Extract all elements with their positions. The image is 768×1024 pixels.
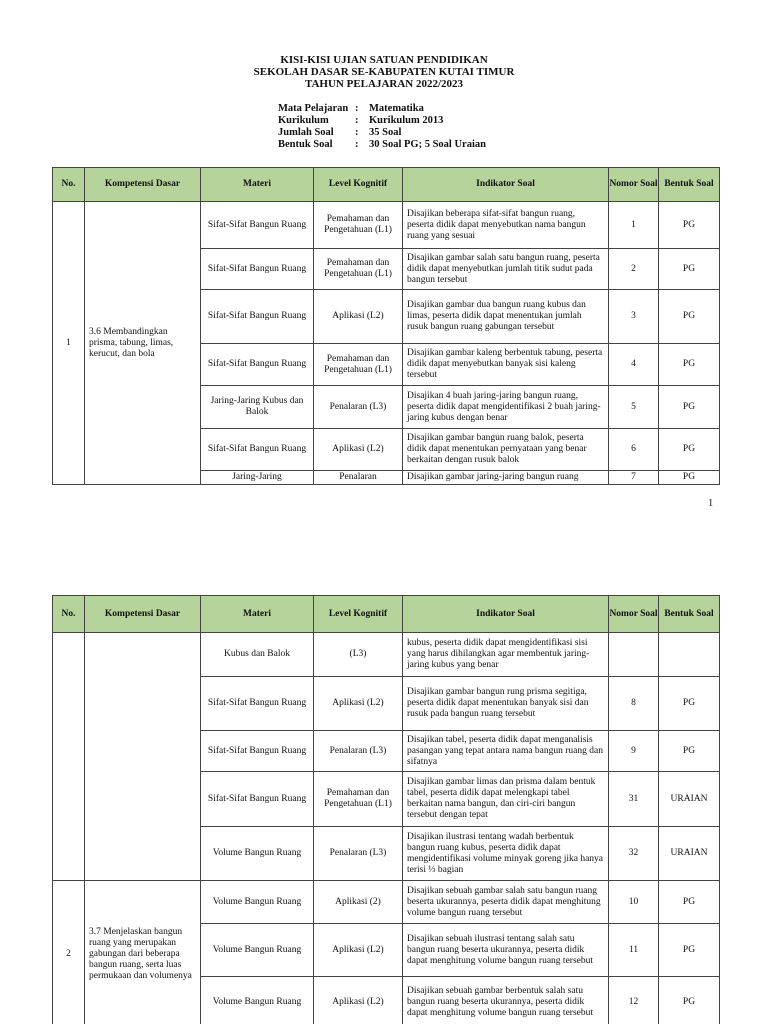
- nomor-cell: 2: [609, 249, 659, 290]
- col-materi: Materi: [201, 596, 314, 633]
- meta-label: Kurikulum: [278, 115, 329, 126]
- table-row: [53, 202, 720, 249]
- bentuk-cell: PG: [659, 290, 720, 344]
- doc-title-line-3: TAHUN PELAJARAN 2022/2023: [304, 78, 464, 90]
- meta-row-bentuk: Bentuk Soal : 30 Soal PG; 5 Soal Uraian: [278, 139, 486, 150]
- level-cell: Pemahaman dan Pengetahuan (L1): [314, 772, 403, 827]
- nomor-cell: 10: [609, 881, 659, 924]
- kd-number: 1: [53, 202, 85, 485]
- materi-cell: Sifat-Sifat Bangun Ruang: [201, 249, 314, 290]
- nomor-cell: 4: [609, 344, 659, 386]
- level-cell: (L3): [314, 633, 403, 677]
- meta-value: 35 Soal: [369, 127, 402, 138]
- table-row: [53, 881, 720, 924]
- col-nomor: Nomor Soal: [609, 168, 659, 202]
- materi-cell: Volume Bangun Ruang: [201, 977, 314, 1024]
- bentuk-cell: [659, 633, 720, 677]
- indikator-cell: Disajikan gambar jaring-jaring bangun ruang: [403, 471, 609, 485]
- level-cell: Penalaran (L3): [314, 731, 403, 772]
- bentuk-cell: PG: [659, 977, 720, 1024]
- meta-info: [278, 103, 486, 151]
- nomor-cell: 31: [609, 772, 659, 827]
- doc-title-line-1: KISI-KISI UJIAN SATUAN PENDIDIKAN: [280, 54, 488, 66]
- level-cell: Pemahaman dan Pengetahuan (L1): [314, 202, 403, 249]
- nomor-cell: 6: [609, 429, 659, 471]
- indikator-cell: Disajikan sebuah ilustrasi tentang salah satu bangun ruang beserta ukurannya, peserta didik dapat menghitung volume bangun ruang tersebut: [403, 924, 609, 977]
- level-cell: Penalaran: [314, 471, 403, 485]
- indikator-cell: Disajikan ilustrasi tentang wadah berbentuk bangun ruang kubus, peserta didik dapat mengidentifikasi volume minyak goreng jika hanya terisi ⅓ bagian: [403, 827, 609, 881]
- col-kd: Kompetensi Dasar: [85, 596, 201, 633]
- materi-cell: Sifat-Sifat Bangun Ruang: [201, 772, 314, 827]
- col-materi: Materi: [201, 168, 314, 202]
- indikator-cell: Disajikan 4 buah jaring-jaring bangun ruang, peserta didik dapat mengidentifikasi 2 buah jaring-jaring kubus dengan benar: [403, 386, 609, 429]
- col-nomor: Nomor Soal: [609, 596, 659, 633]
- level-cell: Penalaran (L3): [314, 386, 403, 429]
- indikator-cell: Disajikan gambar salah satu bangun ruang, peserta didik dapat menyebutkan jumlah titik sudut pada bangun tersebut: [403, 249, 609, 290]
- bentuk-cell: PG: [659, 249, 720, 290]
- bentuk-cell: PG: [659, 881, 720, 924]
- level-cell: Aplikasi (2): [314, 881, 403, 924]
- indikator-cell: Disajikan beberapa sifat-sifat bangun ruang, peserta didik dapat menyebutkan nama bangun ruang yang sesuai: [403, 202, 609, 249]
- materi-cell: Volume Bangun Ruang: [201, 924, 314, 977]
- bentuk-cell: PG: [659, 731, 720, 772]
- materi-cell: Sifat-Sifat Bangun Ruang: [201, 677, 314, 731]
- level-cell: Pemahaman dan Pengetahuan (L1): [314, 344, 403, 386]
- nomor-cell: 11: [609, 924, 659, 977]
- level-cell: Penalaran (L3): [314, 827, 403, 881]
- materi-cell: Jaring-Jaring Kubus dan Balok: [201, 386, 314, 429]
- kd-text: 3.6 Membandingkan prisma, tabung, limas, kerucut, dan bola: [85, 202, 201, 485]
- indikator-cell: Disajikan gambar bangun ruang balok, peserta didik dapat menentukan pernyataan yang benar berkaitan dengan rusuk balok: [403, 429, 609, 471]
- col-bentuk: Bentuk Soal: [659, 596, 720, 633]
- meta-label: Mata Pelajaran: [278, 103, 349, 114]
- col-indikator: Indikator Soal: [403, 596, 609, 633]
- indikator-cell: Disajikan gambar bangun rung prisma segitiga, peserta didik dapat menentukan banyak sisi dan rusuk pada bangun ruang tersebut: [403, 677, 609, 731]
- nomor-cell: 8: [609, 677, 659, 731]
- materi-cell: Sifat-Sifat Bangun Ruang: [201, 290, 314, 344]
- materi-cell: Jaring-Jaring: [201, 471, 314, 485]
- nomor-cell: 7: [609, 471, 659, 485]
- col-level: Level Kognitif: [314, 596, 403, 633]
- bentuk-cell: PG: [659, 924, 720, 977]
- bentuk-cell: PG: [659, 344, 720, 386]
- bentuk-cell: PG: [659, 386, 720, 429]
- meta-row-kurikulum: Kurikulum : Kurikulum 2013: [278, 115, 444, 126]
- table-row: [53, 633, 720, 677]
- materi-cell: Sifat-Sifat Bangun Ruang: [201, 429, 314, 471]
- indikator-cell: Disajikan tabel, peserta didik dapat menganalisis pasangan yang tepat antara nama bangun ruang dan sifatnya: [403, 731, 609, 772]
- col-no: No.: [53, 168, 85, 202]
- bentuk-cell: PG: [659, 202, 720, 249]
- materi-cell: Kubus dan Balok: [201, 633, 314, 677]
- materi-cell: Sifat-Sifat Bangun Ruang: [201, 344, 314, 386]
- kd-number: 2: [53, 881, 85, 1024]
- bentuk-cell: PG: [659, 429, 720, 471]
- col-bentuk: Bentuk Soal: [659, 168, 720, 202]
- indikator-cell: Disajikan gambar dua bangun ruang kubus dan limas, peserta didik dapat menentukan jumlah rusuk bangun ruang gabungan tersebut: [403, 290, 609, 344]
- indikator-cell: Disajikan sebuah gambar salah satu bangun ruang beserta ukurannya, peserta didik dapat menghitung volume bangun ruang tersebut: [403, 881, 609, 924]
- nomor-cell: [609, 633, 659, 677]
- meta-row-mapel: Mata Pelajaran : Matematika: [278, 103, 424, 114]
- table-header: [53, 596, 720, 633]
- meta-label: Bentuk Soal: [278, 139, 333, 150]
- col-kd: Kompetensi Dasar: [85, 168, 201, 202]
- bentuk-cell: PG: [659, 677, 720, 731]
- table-header: [53, 168, 720, 202]
- nomor-cell: 5: [609, 386, 659, 429]
- bentuk-cell: URAIAN: [659, 772, 720, 827]
- bentuk-cell: PG: [659, 471, 720, 485]
- meta-value: 30 Soal PG; 5 Soal Uraian: [369, 139, 486, 150]
- indikator-cell: kubus, peserta didik dapat mengidentifikasi sisi yang harus dihilangkan agar membentuk jaring-jaring kubus yang benar: [403, 633, 609, 677]
- indikator-cell: Disajikan gambar kaleng berbentuk tabung, peserta didik dapat menyebutkan banyak sisi kaleng tersebut: [403, 344, 609, 386]
- doc-title-line-2: SEKOLAH DASAR SE-KABUPATEN KUTAI TIMUR: [253, 66, 515, 78]
- materi-cell: Sifat-Sifat Bangun Ruang: [201, 202, 314, 249]
- kd-text: 3.7 Menjelaskan bangun ruang yang merupakan gabungan dari beberapa bangun ruang, serta luas permukaan dan volumenya: [85, 881, 201, 1024]
- level-cell: Aplikasi (L2): [314, 429, 403, 471]
- indikator-cell: Disajikan sebuah gambar berbentuk salah satu bangun ruang beserta ukurannya, peserta didik dapat menghitung volume bangun ruang tersebut: [403, 977, 609, 1024]
- materi-cell: Volume Bangun Ruang: [201, 827, 314, 881]
- meta-label: Jumlah Soal: [278, 127, 334, 138]
- nomor-cell: 1: [609, 202, 659, 249]
- nomor-cell: 12: [609, 977, 659, 1024]
- level-cell: Aplikasi (L2): [314, 677, 403, 731]
- indikator-cell: Disajikan gambar limas dan prisma dalam bentuk tabel, peserta didik dapat melengkapi tabel berkaitan nama bangun, dan ciri-ciri bangun tersebut dengan tepat: [403, 772, 609, 827]
- level-cell: Aplikasi (L2): [314, 290, 403, 344]
- materi-cell: Volume Bangun Ruang: [201, 881, 314, 924]
- level-cell: Aplikasi (L2): [314, 924, 403, 977]
- nomor-cell: 32: [609, 827, 659, 881]
- level-cell: Pemahaman dan Pengetahuan (L1): [314, 249, 403, 290]
- col-level: Level Kognitif: [314, 168, 403, 202]
- meta-row-jumlah: Jumlah Soal : 35 Soal: [278, 127, 402, 138]
- level-cell: Aplikasi (L2): [314, 977, 403, 1024]
- col-no: No.: [53, 596, 85, 633]
- kisi-table-page-2: [52, 595, 720, 1024]
- meta-value: Kurikulum 2013: [369, 115, 444, 126]
- nomor-cell: 3: [609, 290, 659, 344]
- meta-value: Matematika: [369, 103, 424, 114]
- page-number: 1: [708, 498, 714, 509]
- materi-cell: Sifat-Sifat Bangun Ruang: [201, 731, 314, 772]
- nomor-cell: 9: [609, 731, 659, 772]
- kisi-table-page-1: [52, 167, 720, 485]
- col-indikator: Indikator Soal: [403, 168, 609, 202]
- bentuk-cell: URAIAN: [659, 827, 720, 881]
